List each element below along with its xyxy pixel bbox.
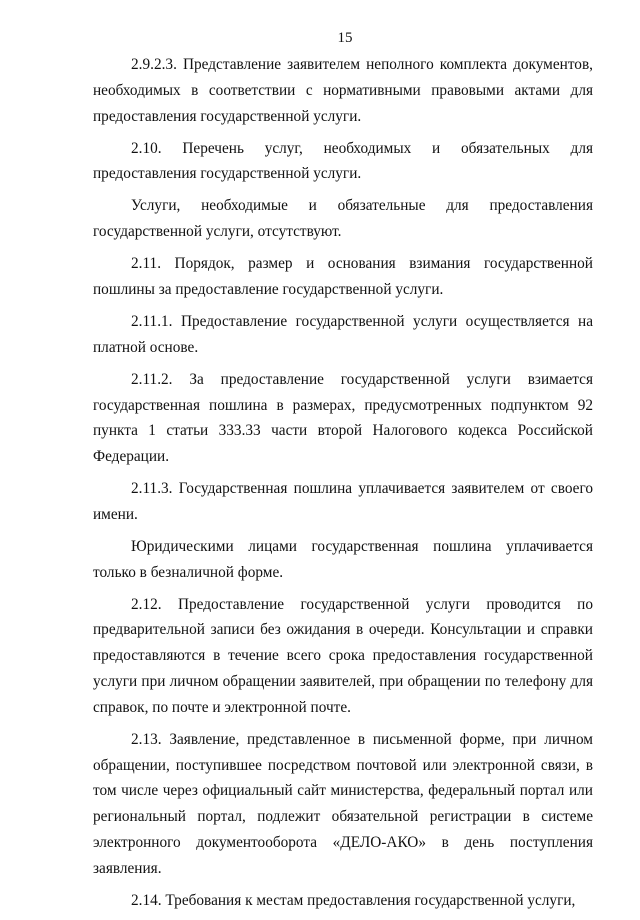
paragraph-2-14: 2.14. Требования к местам предоставления государственной услуги, [131,891,576,909]
paragraph-2-13: 2.13. Заявление, представленное в письменной форме, при личном обращении, поступившее посредством почтовой или электронной связи, в том числе через официальный сайт министерства, федеральный портал или региональный портал, подлежит обязательной регистрации в системе электронного документооборота «ДЕЛО-АКО» в день поступления заявления. [93,730,593,877]
paragraph-2-11-1: 2.11.1. Предоставление государственной услуги осуществляется на платной основе. [93,312,593,356]
paragraph-legal-entities: Юридическими лицами государственная пошлина уплачивается только в безналичной форме. [93,537,593,581]
document-body [93,52,593,920]
paragraph-2-10: 2.10. Перечень услуг, необходимых и обязательных для предоставления государственной услуги. [93,139,593,183]
paragraph-2-9-2-3: 2.9.2.3. Представление заявителем неполного комплекта документов, необходимых в соответствии с нормативными правовыми актами для предоставления государственной услуги. [93,56,593,125]
paragraph-services-absent: Услуги, необходимые и обязательные для предоставления государственной услуги, отсутствуют. [93,197,593,241]
page-number: 15 [337,30,353,46]
paragraph-2-11: 2.11. Порядок, размер и основания взимания государственной пошлины за предоставление государственной услуги. [93,255,593,298]
paragraph-2-11-2: 2.11.2. За предоставление государственной услуги взимается государственная пошлина в размерах, предусмотренных подпунктом 92 пункта 1 статьи 333.33 части второй Налогового кодекса Российской Федерации. [93,370,593,466]
paragraph-2-11-3: 2.11.3. Государственная пошлина уплачивается заявителем от своего имени. [93,480,593,523]
paragraph-2-12: 2.12. Предоставление государственной услуги проводится по предварительной записи без ожидания в очереди. Консультации и справки предоставляются в течение всего срока предоставления государственной услуги при личном обращении заявителей, при обращении по телефону для справок, по почте и электронной почте. [93,595,593,716]
